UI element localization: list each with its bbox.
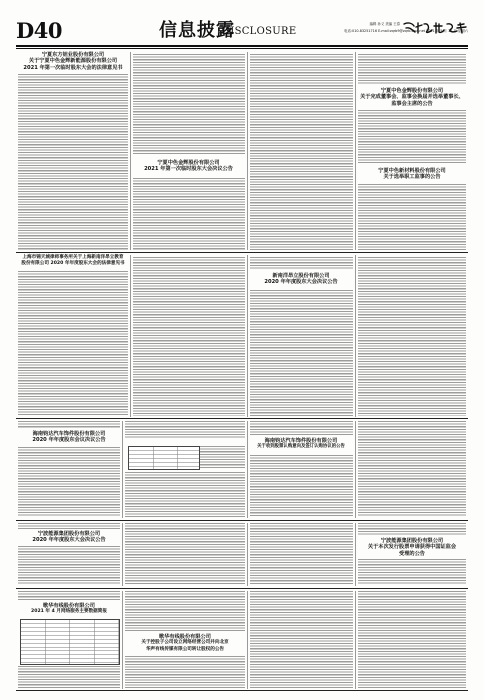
column-divider xyxy=(355,255,356,417)
notice-body-text xyxy=(125,421,245,439)
notice-body-text xyxy=(18,666,120,688)
notice-body-text xyxy=(358,54,466,84)
masthead-rule xyxy=(16,45,468,47)
notice-title-line: 关于宁夏中色金辉新能源股份有限公司 xyxy=(28,58,118,65)
notice-title xyxy=(131,160,246,173)
notice-title-line: 海南钧达汽车饰件股份有限公司 xyxy=(264,438,338,444)
notice-title xyxy=(16,431,122,444)
notice-title-line: 2020 年年度股东大会决议公告 xyxy=(32,537,106,544)
notice-body-text xyxy=(358,421,466,517)
column-divider xyxy=(247,591,248,689)
column-divider xyxy=(122,523,123,586)
notice-body-text xyxy=(358,523,466,535)
notice-title xyxy=(16,531,122,544)
column-divider xyxy=(247,421,248,518)
section-divider xyxy=(16,418,468,419)
notice-body-text xyxy=(18,447,120,517)
notice-title-line: 关于选举职工监事的公告 xyxy=(383,174,441,181)
data-table xyxy=(128,446,200,470)
notice-title-line: 关于收到股票认购意向及签订认购协议的公告 xyxy=(257,444,345,450)
notice-body-text xyxy=(250,421,353,435)
notice-body-text xyxy=(358,184,466,250)
notice-body-text xyxy=(250,591,353,688)
notice-body-text xyxy=(358,257,466,416)
notice-body-text xyxy=(250,257,353,269)
notice-body-text xyxy=(358,591,466,688)
notice-title-line: 歌华有线股份有限公司 xyxy=(159,634,211,640)
notice-title-line: 关于控股子公司设立网络经营公司并向北京 xyxy=(141,640,229,646)
notice-body-text xyxy=(125,656,245,688)
notice-title-line: 宁夏中色金辉股份有限公司 xyxy=(380,88,444,94)
notice-title-line: 歌华有线股份有限公司 xyxy=(43,603,95,609)
notice-title-line: 受理的公告 xyxy=(399,550,425,557)
notice-body-text xyxy=(125,523,245,585)
notice-title-line: 股份有限公司 2020 年年度股东大会的法律意见书 xyxy=(21,261,125,267)
notice-title-line: 新南洋昂立股份有限公司 xyxy=(272,273,330,279)
notice-title-line: 2021 年 4 月网络服务主要数据简报 xyxy=(31,609,107,615)
data-table xyxy=(20,619,120,665)
notice-title xyxy=(356,168,468,181)
newspaper-logo-icon xyxy=(402,21,468,35)
notice-body-text xyxy=(125,472,245,517)
notice-body-text xyxy=(125,591,245,631)
page-number: D40 xyxy=(16,18,62,43)
notice-title-line: 2020 年年度股东会议决议公告 xyxy=(32,437,106,444)
section-divider xyxy=(16,588,468,589)
notice-body-text xyxy=(200,446,245,468)
notice-title-line: 监事会主席的公告 xyxy=(391,100,433,107)
notice-body-text xyxy=(250,54,353,250)
column-divider xyxy=(355,52,356,250)
column-divider xyxy=(355,591,356,689)
notice-title-line: 关于本次发行股票申请获得中国证监会 xyxy=(367,544,457,551)
notice-title-line: 华声有线传媒有限公司转让股权的公告 xyxy=(145,646,225,652)
column-divider xyxy=(122,421,123,518)
notice-body-text xyxy=(250,290,353,416)
section-subtitle: DISCLOSURE xyxy=(222,26,297,37)
notice-title-line: 关于完成董事会、监事会换届并选举董事长、 xyxy=(360,94,464,101)
notice-body-text xyxy=(18,74,128,250)
notice-title-line: 宁夏中色新材料股份有限公司 xyxy=(378,168,446,174)
section-title: 信息披露 xyxy=(159,20,235,41)
notice-title-line: 上海市锦天城律师事务所关于上海新南洋昂立教育 xyxy=(22,255,124,260)
notice-title xyxy=(356,538,468,557)
notice-body-text xyxy=(18,591,120,601)
notice-title xyxy=(16,52,130,71)
notice-title-line: 宁夏东方钽业股份有限公司 xyxy=(41,52,105,58)
notice-title xyxy=(248,273,354,286)
notice-body-text xyxy=(18,421,120,429)
notice-title xyxy=(356,88,468,107)
column-divider xyxy=(130,255,131,417)
notice-title xyxy=(123,634,247,653)
column-divider xyxy=(355,421,356,518)
edit-info: 编辑 孙义 美编 王春 xyxy=(369,22,400,26)
section-divider xyxy=(16,252,468,253)
notice-title xyxy=(16,255,130,268)
notice-title-line: 宁夏中色金辉股份有限公司 xyxy=(157,160,220,166)
notice-title-line: 2020 年年度股东大会决议公告 xyxy=(264,279,338,286)
notice-title-line: 2021 年第一次临时股东大会决议公告 xyxy=(144,166,233,173)
masthead-rule-thin xyxy=(16,48,468,49)
column-divider xyxy=(247,52,248,250)
notice-body-text xyxy=(250,455,353,517)
notice-body-text xyxy=(358,559,466,585)
column-divider xyxy=(130,52,131,250)
masthead xyxy=(16,19,468,43)
column-divider xyxy=(247,523,248,586)
notice-body-text xyxy=(133,178,245,250)
notice-body-text xyxy=(18,546,120,585)
notice-title-line: 海南钧达汽车饰件股份有限公司 xyxy=(32,431,106,437)
notice-title-line: 2021 年第一次临时股东大会的法律意见书 xyxy=(23,64,123,71)
section-divider xyxy=(16,690,468,691)
notice-title-line: 宁波能源集团股份有限公司 xyxy=(380,538,444,544)
notice-body-text xyxy=(133,54,245,154)
section-divider xyxy=(16,520,468,521)
notice-body-text xyxy=(18,523,120,529)
notice-title xyxy=(16,603,122,616)
notice-body-text xyxy=(250,523,353,585)
notice-body-text xyxy=(18,271,128,416)
notice-title-line: 宁波能源集团股份有限公司 xyxy=(37,531,101,537)
notice-title xyxy=(248,438,354,451)
notice-body-text xyxy=(358,110,466,164)
notice-body-text xyxy=(133,257,245,416)
contact-info: 电话:010-83251716 E-mail:zqrb9@zqrb.sina.net 2021 年 5 月 15 日 星期六 xyxy=(344,29,468,33)
